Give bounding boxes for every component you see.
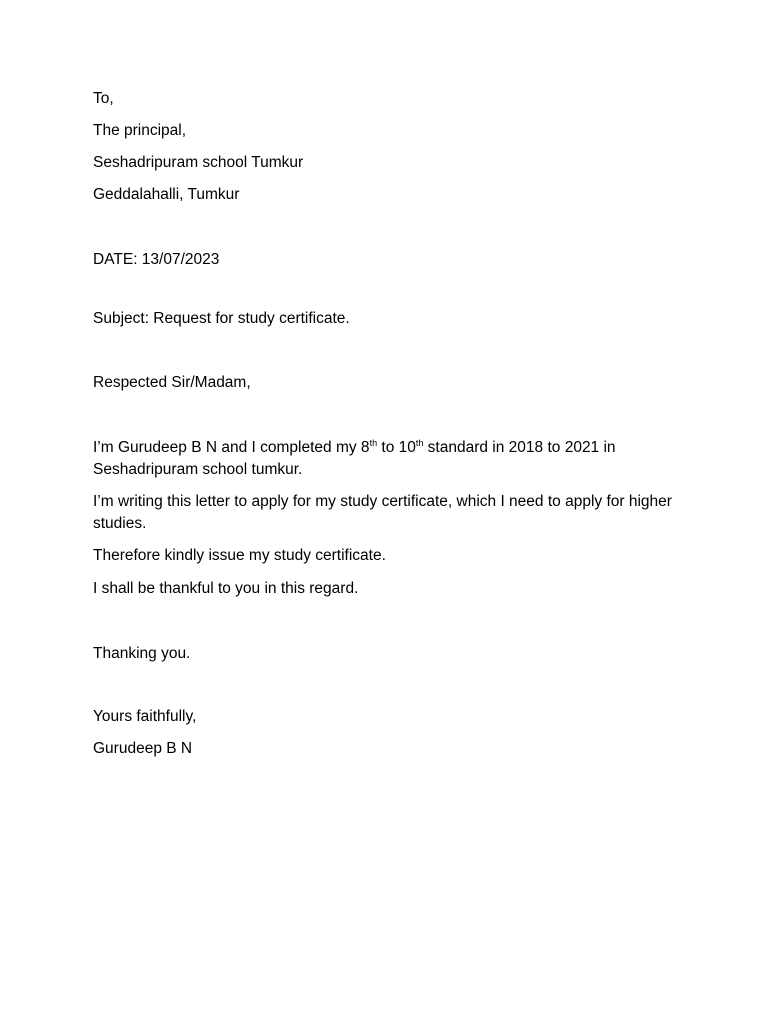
body-paragraph-3: Therefore kindly issue my study certificate. [93, 547, 386, 564]
signature-name: Gurudeep B N [93, 740, 193, 757]
body-paragraph-1-part1: I’m Gurudeep B N and I completed my 8 [93, 439, 370, 456]
letter-date: DATE: 13/07/2023 [93, 251, 220, 268]
body-paragraph-1-part2: to 10 [377, 439, 416, 456]
body-paragraph-4: I shall be thankful to you in this regard. [93, 580, 359, 597]
letter-subject: Subject: Request for study certificate. [93, 310, 350, 327]
address-school: Seshadripuram school Tumkur [93, 154, 304, 171]
address-location: Geddalahalli, Tumkur [93, 186, 240, 203]
closing-thanks: Thanking you. [93, 645, 191, 662]
ordinal-suffix: th [415, 437, 424, 448]
body-paragraph-1-part3: standard in 2018 to 2021 in Seshadripuram school tumkur. [93, 439, 616, 478]
closing-signoff: Yours faithfully, [93, 708, 197, 725]
letter-salutation: Respected Sir/Madam, [93, 374, 251, 391]
address-to: To, [93, 90, 114, 107]
ordinal-suffix: th [369, 437, 378, 448]
body-paragraph-2: I’m writing this letter to apply for my study certificate, which I need to apply for higher studies. [93, 493, 672, 532]
body-paragraph-1 [93, 437, 693, 481]
address-recipient: The principal, [93, 122, 187, 139]
